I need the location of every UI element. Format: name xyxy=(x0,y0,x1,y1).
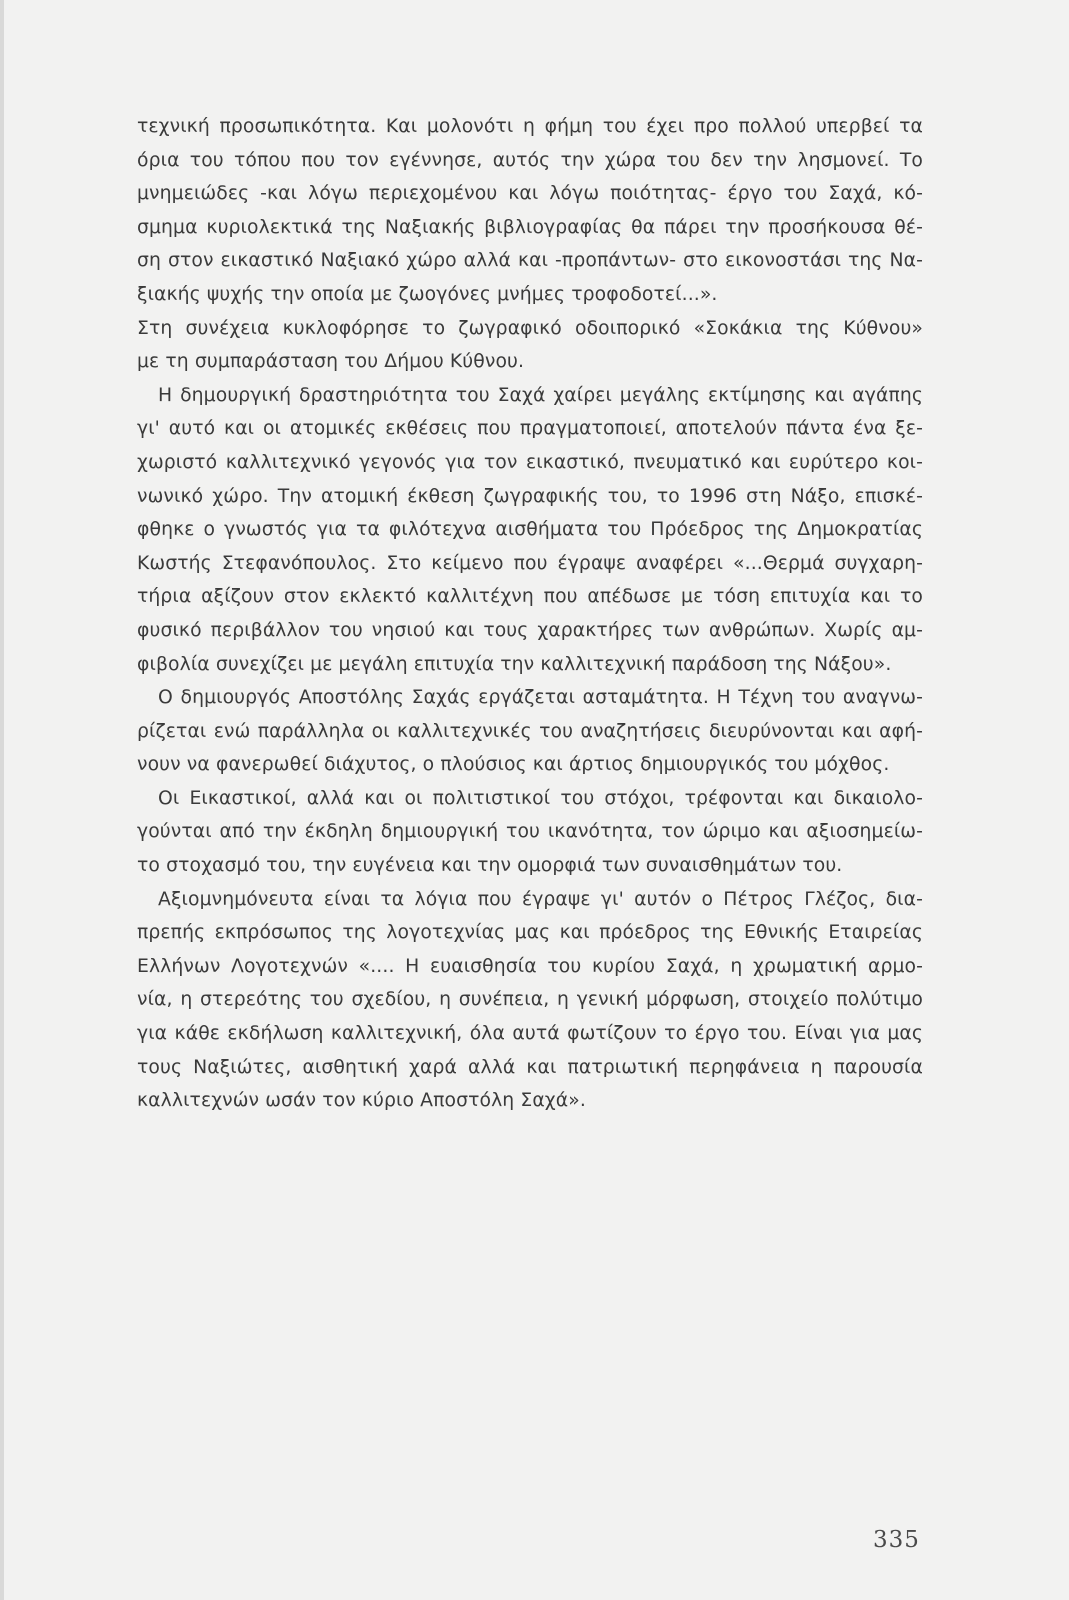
text-line: νία, η στερεότης του σχεδίου, η συνέπεια, η γενική μόρφωση, στοιχείο πολύτιμο xyxy=(137,989,923,1011)
text-line: γι' αυτό και οι ατομικές εκθέσεις που πραγματοποιεί, αποτελούν πάντα ένα ξε- xyxy=(137,418,923,440)
text-line: όρια του τόπου που τον εγέννησε, αυτός την χώρα του δεν την λησμονεί. Το xyxy=(137,149,923,171)
text-line: γούνται από την έκδηλη δημιουργική του ικανότητα, τον ώριμο και αξιοσημείω- xyxy=(137,821,923,843)
text-line: ξιακής ψυχής την οποία με ζωογόνες μνήμες τροφοδοτεί...». xyxy=(137,283,718,305)
text-line: το στοχασμό του, την ευγένεια και την ομορφιά των συναισθημάτων του. xyxy=(137,855,843,877)
text-line: Οι Εικαστικοί, αλλά και οι πολιτιστικοί του στόχοι, τρέφονται και δικαιολο- xyxy=(158,787,923,809)
text-line: Στη συνέχεια κυκλοφόρησε το ζωγραφικό οδοιπορικό «Σοκάκια της Κύθνου» xyxy=(137,317,923,339)
text-line: Αξιομνημόνευτα είναι τα λόγια που έγραψε γι' αυτόν ο Πέτρος Γλέζος, δια- xyxy=(158,888,923,910)
text-line: ρίζεται ενώ παράλληλα οι καλλιτεχνικές του αναζητήσεις διευρύνονται και αφή- xyxy=(137,720,923,742)
body-text xyxy=(137,110,923,1118)
text-line: Η δημουργική δραστηριότητα του Σαχά χαίρει μεγάλης εκτίμησης και αγάπης xyxy=(158,384,923,406)
text-line: σμημα κυριολεκτικά της Ναξιακής βιβλιογραφίας θα πάρει την προσήκουσα θέ- xyxy=(137,216,923,238)
paragraph xyxy=(137,782,923,883)
paragraph xyxy=(137,883,923,1118)
text-line: τεχνική προσωπικότητα. Και μολονότι η φήμη του έχει προ πολλού υπερβεί τα xyxy=(137,116,923,137)
text-line: ση στον εικαστικό Ναξιακό χώρο αλλά και -προπάντων- στο εικονοστάσι της Να- xyxy=(137,250,923,272)
text-line: νωνικό χώρο. Την ατομική έκθεση ζωγραφικής του, το 1996 στη Νάξο, επισκέ- xyxy=(137,485,923,507)
text-line: πρεπής εκπρόσωπος της λογοτεχνίας μας και πρόεδρος της Εθνικής Εταιρείας xyxy=(137,922,923,944)
paragraph xyxy=(137,379,923,681)
text-line: τους Ναξιώτες, αισθητική χαρά αλλά και πατριωτική περηφάνεια η παρουσία xyxy=(137,1056,923,1078)
text-line: για κάθε εκδήλωση καλλιτεχνική, όλα αυτά φωτίζουν το έργο του. Είναι για μας xyxy=(137,1023,923,1045)
text-line: τήρια αξίζουν στον εκλεκτό καλλιτέχνη που απέδωσε με τόση επιτυχία και το xyxy=(137,586,923,608)
text-line: Ο δημιουργός Αποστόλης Σαχάς εργάζεται ασταμάτητα. Η Τέχνη του αναγνω- xyxy=(158,687,923,709)
text-line: χωριστό καλλιτεχνικό γεγονός για τον εικαστικό, πνευματικό και ευρύτερο κοι- xyxy=(137,451,923,473)
text-line: Κωστής Στεφανόπουλος. Στο κείμενο που έγραψε αναφέρει «...Θερμά συγχαρη- xyxy=(137,552,923,574)
text-line: καλλιτεχνών ωσάν τον κύριο Αποστόλη Σαχά». xyxy=(137,1090,586,1112)
paragraph xyxy=(137,110,923,312)
paragraph xyxy=(137,681,923,782)
text-line: μνημειώδες -και λόγω περιεχομένου και λόγω ποιότητας- έργο του Σαχά, κό- xyxy=(137,183,923,205)
text-line: φυσικό περιβάλλον του νησιού και τους χαρακτήρες των ανθρώπων. Χωρίς αμ- xyxy=(137,619,923,641)
text-line: φιβολία συνεχίζει με μεγάλη επιτυχία την καλλιτεχνική παράδοση της Νάξου». xyxy=(137,653,892,675)
page-edge xyxy=(0,0,4,1600)
text-line: νουν να φανερωθεί διάχυτος, ο πλούσιος και άρτιος δημιουργικός του μόχθος. xyxy=(137,754,890,776)
text-line: με τη συμπαράσταση του Δήμου Κύθνου. xyxy=(137,351,525,373)
text-line: Ελλήνων Λογοτεχνών «.... Η ευαισθησία του κυρίου Σαχά, η χρωματική αρμο- xyxy=(137,955,923,977)
paragraph xyxy=(137,312,923,379)
page-number: 335 xyxy=(873,1527,920,1553)
text-line: φθηκε ο γνωστός για τα φιλότεχνα αισθήματα του Πρόεδρος της Δημοκρατίας xyxy=(137,519,923,541)
